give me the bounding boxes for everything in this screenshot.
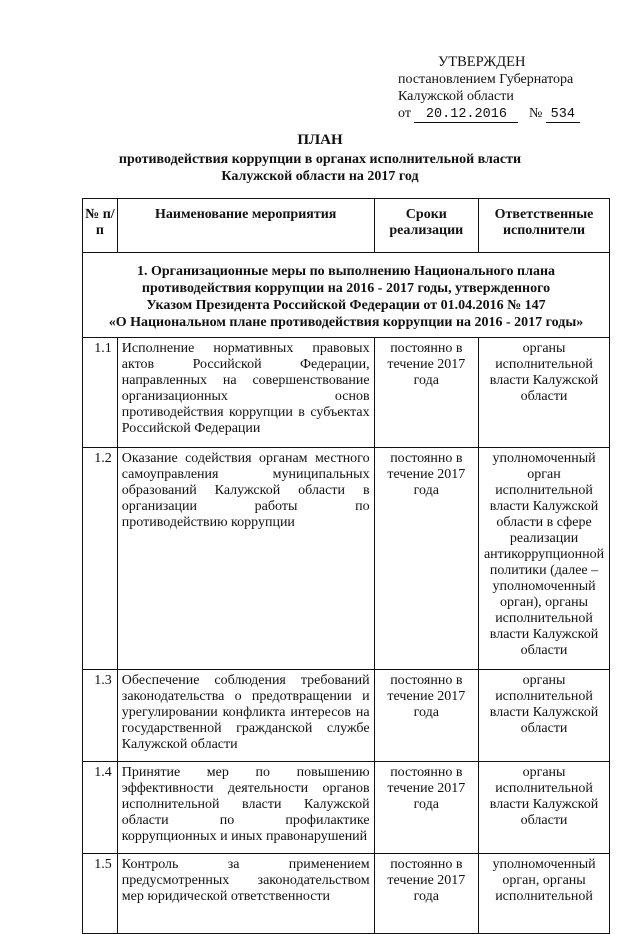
approval-date: 20.12.2016 xyxy=(414,107,518,123)
table-row xyxy=(83,670,610,762)
header-responsible: Ответственные исполнители xyxy=(479,199,610,253)
row-num: 1.3 xyxy=(83,670,118,762)
approval-block xyxy=(398,54,618,123)
row-responsible: органы исполнительной власти Калужской области xyxy=(479,762,610,854)
section-line-4: «О Национальном плане противодействия коррупции на 2016 - 2017 годы» xyxy=(108,315,584,330)
document-title xyxy=(110,132,530,185)
approval-line-2: Калужской области xyxy=(398,89,514,104)
section-line-2: противодействия коррупции на 2016 - 2017 годы, утвержденного xyxy=(141,281,551,296)
row-num: 1.4 xyxy=(83,762,118,854)
row-term: постоянно в течение 2017 года xyxy=(374,670,478,762)
header-num: № п/п xyxy=(83,199,118,253)
row-term: постоянно в течение 2017 года xyxy=(374,854,478,934)
section-heading xyxy=(83,253,610,338)
section-row xyxy=(83,253,610,338)
approval-number: 534 xyxy=(546,107,580,123)
approval-line-1: постановлением Губернатора xyxy=(398,72,574,87)
table-row xyxy=(83,448,610,670)
row-name: Обеспечение соблюдения требований законодательства о предотвращении и урегулировании конфликта интересов на государственной гражданской службе Калужской области xyxy=(117,670,374,762)
table-row xyxy=(83,854,610,934)
row-num: 1.1 xyxy=(83,338,118,448)
title-line-3: Калужской области на 2017 год xyxy=(221,169,419,184)
title-plan: ПЛАН xyxy=(297,132,343,148)
row-responsible: органы исполнительной власти Калужской области xyxy=(479,338,610,448)
plan-table xyxy=(82,198,610,934)
row-name: Контроль за применением предусмотренных законодательством мер юридической ответственности xyxy=(117,854,374,934)
header-term: Сроки реализации xyxy=(374,199,478,253)
row-name: Оказание содействия органам местного самоуправления муниципальных образований Калужской области в организации работы по противодействию коррупции xyxy=(117,448,374,670)
row-responsible: органы исполнительной власти Калужской области xyxy=(479,670,610,762)
table-row xyxy=(83,338,610,448)
approval-date-line xyxy=(398,105,618,123)
row-responsible: уполномоченный орган исполнительной власти Калужской области в сфере реализации антикоррупционной политики (далее – уполномоченный орган), органы исполнительной власти Калужской области xyxy=(479,448,610,670)
row-responsible: уполномоченный орган, органы исполнительной xyxy=(479,854,610,934)
header-name: Наименование мероприятия xyxy=(117,199,374,253)
title-line-2: противодействия коррупции в органах исполнительной власти xyxy=(118,152,522,167)
row-term: постоянно в течение 2017 года xyxy=(374,338,478,448)
row-num: 1.2 xyxy=(83,448,118,670)
row-name: Принятие мер по повышению эффективности деятельности органов исполнительной власти Калужской области по профилактике коррупционных и иных правонарушений xyxy=(117,762,374,854)
row-name: Исполнение нормативных правовых актов Российской Федерации, направленных на совершенствование организационных основ противодействия коррупции в субъектах Российской Федерации xyxy=(117,338,374,448)
section-line-3: Указом Президента Российской Федерации от 01.04.2016 № 147 xyxy=(146,298,546,313)
row-term: постоянно в течение 2017 года xyxy=(374,448,478,670)
number-prefix: № xyxy=(528,106,543,121)
table-row xyxy=(83,762,610,854)
row-term: постоянно в течение 2017 года xyxy=(374,762,478,854)
section-line-1: 1. Организационные меры по выполнению Национального плана xyxy=(136,264,556,279)
table-header-row xyxy=(83,199,610,253)
row-num: 1.5 xyxy=(83,854,118,934)
approval-heading: УТВЕРЖДЕН xyxy=(438,54,526,70)
date-prefix: от xyxy=(398,106,411,121)
